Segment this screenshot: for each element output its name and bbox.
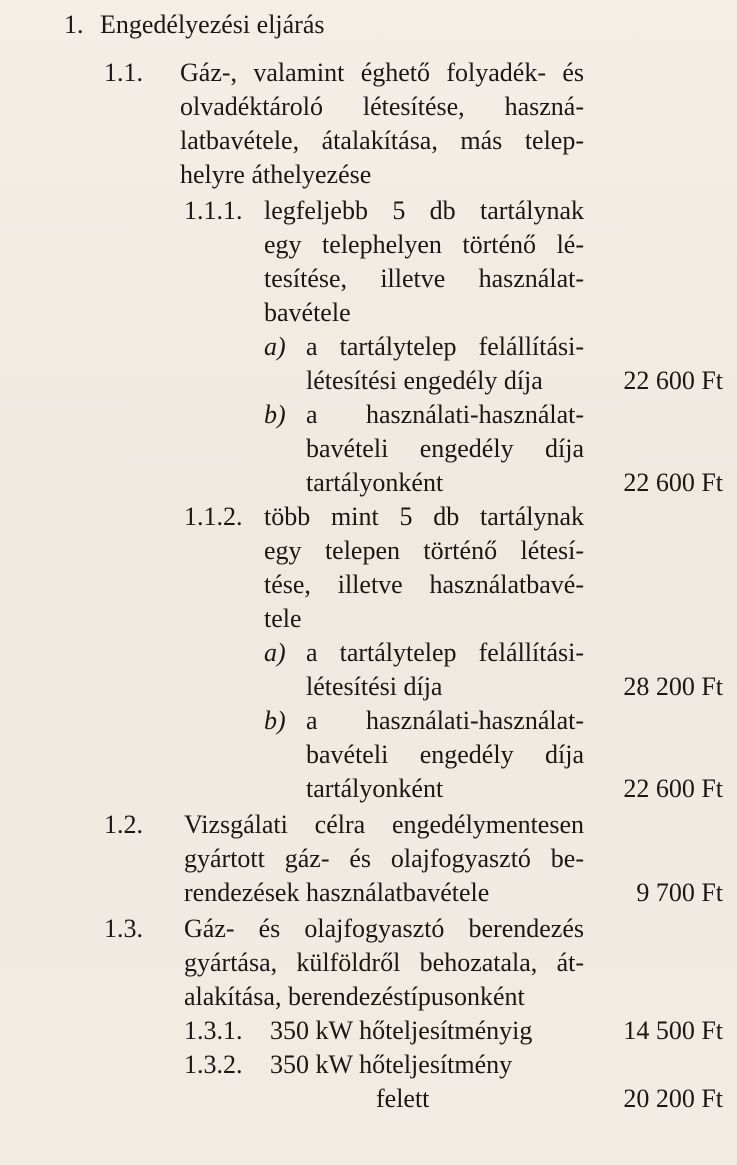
item-text-line: rendezések használatbavétele — [184, 878, 490, 907]
item-number: 1.2. — [104, 810, 143, 839]
fee-amount: 22 600 Ft — [623, 774, 723, 803]
fee-amount: 22 600 Ft — [623, 366, 723, 395]
item-text-line: Gáz- és olajfogyasztó berendezés — [184, 914, 584, 943]
item-number: 1.1.2. — [184, 502, 243, 531]
item-number: 1.3. — [104, 914, 143, 943]
item-text-line: 350 kW hőteljesítményig — [270, 1016, 533, 1045]
item-number: 1.3.1. — [184, 1016, 243, 1045]
fee-amount: 20 200 Ft — [623, 1084, 723, 1113]
section-heading — [0, 8, 737, 42]
subitem-text-line: a használati-használat- — [306, 400, 584, 429]
item-text-line: felett — [376, 1084, 430, 1113]
item-text-line: alakítása, berendezéstípusonként — [184, 982, 525, 1011]
section-title: Engedélyezési eljárás — [100, 10, 325, 39]
item-text-line: Vizsgálati célra engedélymentesen — [184, 810, 584, 839]
subitem-a — [0, 636, 737, 670]
fee-amount: 9 700 Ft — [636, 878, 723, 907]
fee-amount: 14 500 Ft — [623, 1016, 723, 1045]
item-1-1-1 — [0, 194, 737, 228]
item-text-line: olvadéktároló létesítése, haszná- — [180, 92, 584, 121]
subitem-text-line: bavételi engedély díja — [306, 434, 584, 463]
item-1-3-1 — [0, 1014, 737, 1048]
subitem-a — [0, 330, 737, 364]
subitem-text-line: a használati-használat- — [306, 706, 584, 735]
item-text-line: bavétele — [264, 298, 351, 327]
subitem-text-line: a tartálytelep felállítási- — [306, 638, 584, 667]
item-1-3-2 — [0, 1048, 737, 1082]
item-text-line: helyre áthelyezése — [180, 160, 372, 189]
subitem-text-line: tartályonként — [306, 468, 444, 497]
subitem-text-line: létesítési díja — [306, 672, 443, 701]
item-1-2 — [0, 808, 737, 842]
section-number: 1. — [64, 10, 84, 39]
item-text-line: 350 kW hőteljesítmény — [270, 1050, 513, 1079]
item-1-1-2 — [0, 500, 737, 534]
subitem-b — [0, 398, 737, 432]
subitem-mark: a) — [264, 638, 286, 667]
item-text-line: tesítése, illetve használat- — [264, 264, 584, 293]
subitem-mark: b) — [264, 400, 286, 429]
subitem-mark: b) — [264, 706, 286, 735]
item-number: 1.1.1. — [184, 196, 243, 225]
item-text-line: tele — [264, 604, 302, 633]
item-text-line: egy telepen történő létesí- — [264, 536, 584, 565]
fee-amount: 22 600 Ft — [623, 468, 723, 497]
item-number: 1.3.2. — [184, 1050, 243, 1079]
item-text-line: egy telephelyen történő lé- — [264, 230, 584, 259]
item-number: 1.1. — [104, 58, 143, 87]
subitem-text-line: a tartálytelep felállítási- — [306, 332, 584, 361]
item-text-line: legfeljebb 5 db tartálynak — [264, 196, 584, 225]
item-1-1 — [0, 56, 737, 90]
item-text-line: tése, illetve használatbavé- — [264, 570, 584, 599]
item-text-line: Gáz-, valamint éghető folyadék- és — [180, 58, 584, 87]
item-1-3 — [0, 912, 737, 946]
item-text-line: latbavétele, átalakítása, más telep- — [180, 126, 584, 155]
item-text-line: gyártása, külföldről behozatala, át- — [184, 948, 584, 977]
subitem-mark: a) — [264, 332, 286, 361]
subitem-text-line: létesítési engedély díja — [306, 366, 543, 395]
subitem-text-line: tartályonként — [306, 774, 444, 803]
subitem-b — [0, 704, 737, 738]
subitem-text-line: bavételi engedély díja — [306, 740, 584, 769]
fee-amount: 28 200 Ft — [623, 672, 723, 701]
item-text-line: gyártott gáz- és olajfogyasztó be- — [184, 844, 584, 873]
item-text-line: több mint 5 db tartálynak — [264, 502, 584, 531]
